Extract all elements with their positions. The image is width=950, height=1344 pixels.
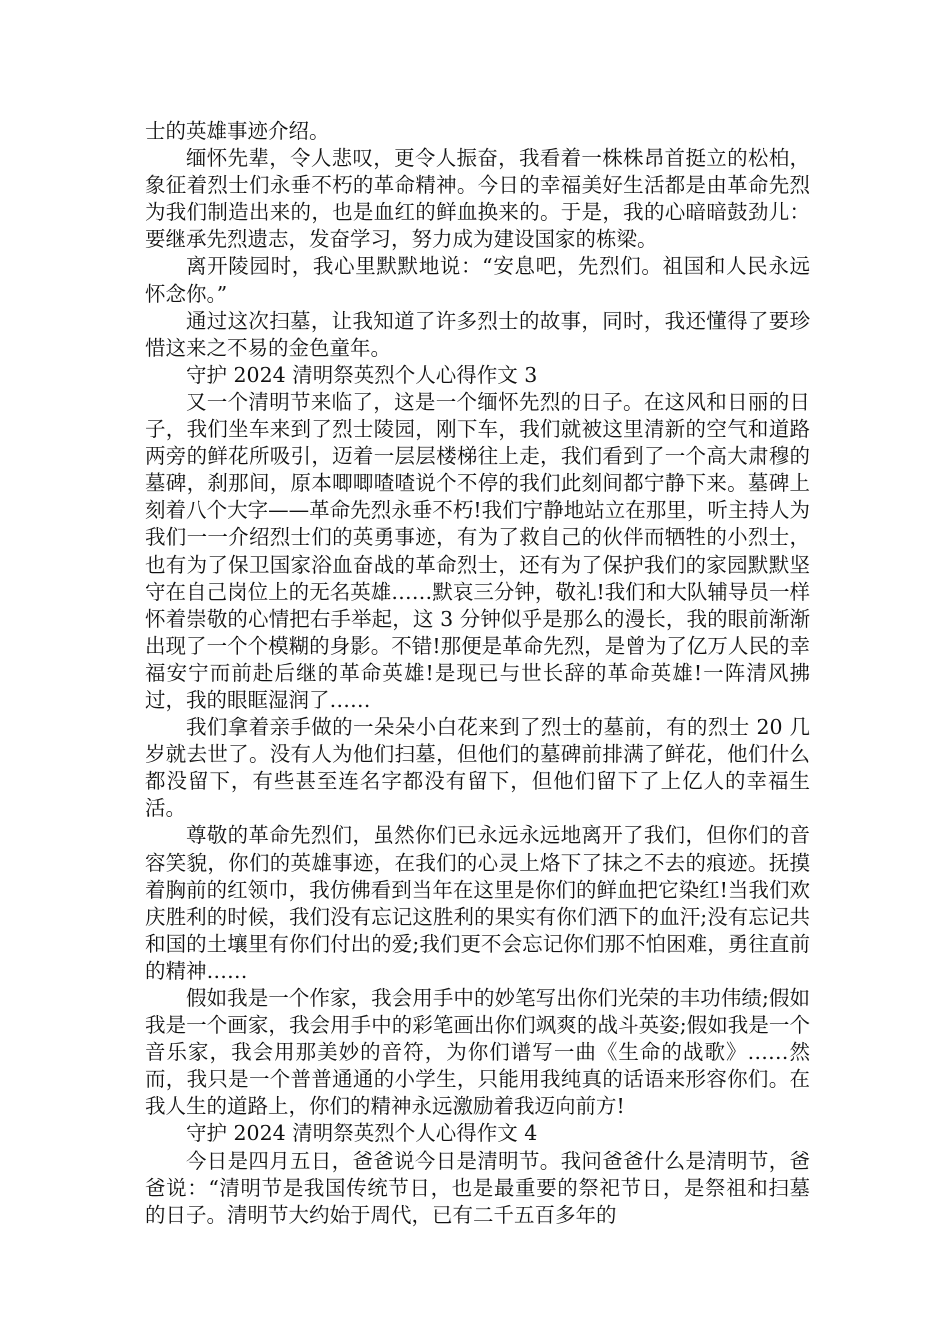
paragraph-lesson-learned: 通过这次扫墓，让我知道了许多烈士的故事，同时，我还懂得了要珍惜这来之不易的金色童年。 bbox=[145, 308, 810, 360]
paragraph-remembrance: 缅怀先辈，令人悲叹，更令人振奋，我看着一株株昂首挺立的松柏，象征着烈士们永垂不朽的革命精神。今日的幸福美好生活都是由革命先烈为我们制造出来的，也是血红的鲜血换来的。于是，我的心暗暗鼓劲儿：要继承先烈遗志，发奋学习，努力成为建设国家的栋梁。 bbox=[145, 146, 810, 252]
paragraph-april-fifth: 今日是四月五日，爸爸说今日是清明节。我问爸爸什么是清明节，爸爸说：“清明节是我国传统节日，也是最重要的祭祀节日，是祭祖和扫墓的日子。清明节大约始于周代，已有二千五百多年的 bbox=[145, 1148, 810, 1227]
essay-heading-3: 守护 2024 清明祭英烈个人心得作文 3 bbox=[186, 362, 538, 387]
paragraph-leaving-cemetery: 离开陵园时，我心里默默地说：“安息吧，先烈们。祖国和人民永远怀念你。” bbox=[145, 254, 810, 306]
paragraph-qingming-visit: 又一个清明节来临了，这是一个缅怀先烈的日子。在这风和日丽的日子，我们坐车来到了烈士陵园，刚下车，我们就被这里清新的空气和道路两旁的鲜花所吸引，迈着一层层楼梯往上走，我们看到了一个高大肃穆的墓碑，刹那间，原本唧唧喳喳说个不停的我们此刻间都宁静下来。墓碑上刻着八个大字——革命先烈永垂不朽!我们宁静地站立在那里，听主持人为我们一一介绍烈士们的英勇事迹，有为了救自己的伙伴而牺牲的小烈士，也有为了保卫国家浴血奋战的革命烈士，还有为了保护我们的家园默默坚守在自己岗位上的无名英雄……默哀三分钟，敬礼!我们和大队辅导员一样怀着崇敬的心情把右手举起，这 3 分钟似乎是那么的漫长，我的眼前渐渐出现了一个个模糊的身影。不错!那便是革命先烈，是曾为了亿万人民的幸福安宁而前赴后继的革命英雄!是现已与世长辞的革命英雄!一阵清风拂过，我的眼眶湿润了…… bbox=[145, 389, 810, 712]
document-page bbox=[145, 118, 810, 1229]
paragraph-respect-martyrs: 尊敬的革命先烈们，虽然你们已永远永远地离开了我们，但你们的音容笑貌，你们的英雄事迹，在我们的心灵上烙下了抹之不去的痕迹。抚摸着胸前的红领巾，我仿佛看到当年在这里是你们的鲜血把它染红!当我们欢庆胜利的时候，我们没有忘记这胜利的果实有你们洒下的血汗;没有忘记共和国的土壤里有你们付出的爱;我们更不会忘记你们那不怕困难，勇往直前的精神…… bbox=[145, 823, 810, 983]
essay-heading-4: 守护 2024 清明祭英烈个人心得作文 4 bbox=[186, 1121, 538, 1146]
paragraph-continuation: 士的英雄事迹介绍。 bbox=[145, 119, 330, 143]
paragraph-white-flowers: 我们拿着亲手做的一朵朵小白花来到了烈士的墓前，有的烈士 20 几岁就去世了。没有人为他们扫墓，但他们的墓碑前排满了鲜花，他们什么都没留下，有些甚至连名字都没有留下，但他们留下了上亿人的幸福生活。 bbox=[145, 715, 810, 821]
paragraph-if-i-were: 假如我是一个作家，我会用手中的妙笔写出你们光荣的丰功伟绩;假如我是一个画家，我会用手中的彩笔画出你们飒爽的战斗英姿;假如我是一个音乐家，我会用那美妙的音符，为你们谱写一曲《生命的战歌》……然而，我只是一个普普通通的小学生，只能用我纯真的话语来形容你们。在我人生的道路上，你们的精神永远激励着我迈向前方! bbox=[145, 986, 810, 1119]
